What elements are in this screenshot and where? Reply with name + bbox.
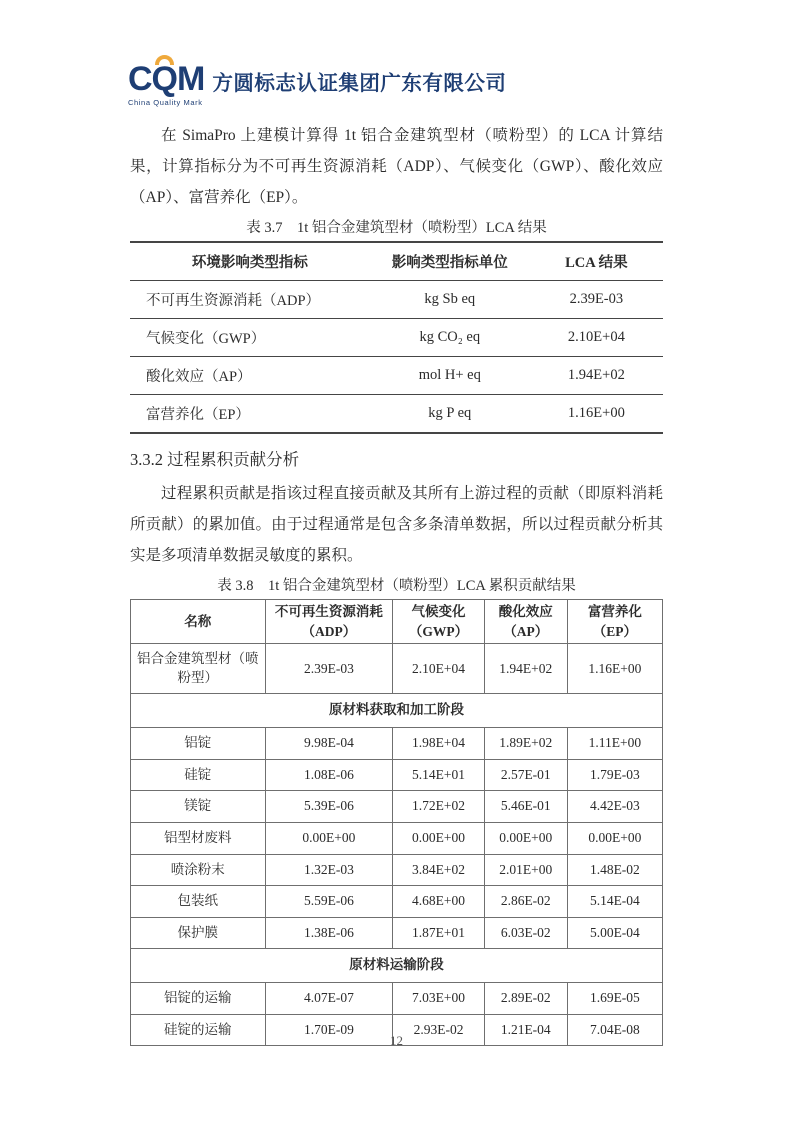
table-row xyxy=(131,759,663,791)
lca-result: 2.10E+04 xyxy=(567,329,625,345)
column-header: 影响类型指标单位 xyxy=(391,255,508,271)
process-name: 硅锭 xyxy=(131,759,266,791)
table-3-8-header-row xyxy=(131,600,663,644)
ap-value: 2.86E-02 xyxy=(484,886,567,918)
adp-value: 5.39E-06 xyxy=(265,791,393,823)
ep-value: 1.79E-03 xyxy=(567,759,662,791)
ap-value: 1.94E+02 xyxy=(484,644,567,694)
indicator-name: 气候变化（GWP） xyxy=(146,331,266,347)
intro-paragraph: 在 SimaPro 上建模计算得 1t 铝合金建筑型材（喷粉型）的 LCA 计算结果，计算指标分为不可再生资源消耗（ADP）、气候变化（GWP）、酸化效应（AP）、富营养化（EP）。 xyxy=(130,127,663,206)
stage-label: 原材料运输阶段 xyxy=(131,949,663,983)
ap-value: 2.57E-01 xyxy=(484,759,567,791)
adp-value: 2.39E-03 xyxy=(265,644,393,694)
table-row xyxy=(130,357,663,395)
ep-value: 1.11E+00 xyxy=(567,728,662,760)
ap-value: 5.46E-01 xyxy=(484,791,567,823)
table-row xyxy=(130,395,663,434)
process-name: 铝锭 xyxy=(131,728,266,760)
lca-result: 1.94E+02 xyxy=(567,367,625,383)
ep-value: 4.42E-03 xyxy=(567,791,662,823)
gwp-value: 7.03E+00 xyxy=(393,983,485,1015)
adp-value: 1.70E-09 xyxy=(265,1014,393,1046)
table-3-7-caption: 表 3.7 1t 铝合金建筑型材（喷粉型）LCA 结果 xyxy=(246,220,547,236)
page-number: 12 xyxy=(390,1033,403,1048)
adp-value: 1.38E-06 xyxy=(265,917,393,949)
process-name: 铝合金建筑型材（喷粉型） xyxy=(131,644,266,694)
section-heading-3-3-2: 3.3.2 过程累积贡献分析 xyxy=(130,450,300,469)
ep-value: 5.00E-04 xyxy=(567,917,662,949)
process-name: 喷涂粉末 xyxy=(131,854,266,886)
gwp-value: 1.72E+02 xyxy=(393,791,485,823)
table-row xyxy=(131,983,663,1015)
table-row xyxy=(130,281,663,319)
column-header: 富营养化（EP） xyxy=(567,600,662,644)
ap-value: 0.00E+00 xyxy=(484,822,567,854)
table-3-8 xyxy=(130,599,663,1046)
document-content xyxy=(130,120,663,1046)
table-row xyxy=(131,854,663,886)
ep-value: 1.69E-05 xyxy=(567,983,662,1015)
ap-value: 1.89E+02 xyxy=(484,728,567,760)
table-row xyxy=(131,791,663,823)
column-header: 环境影响类型指标 xyxy=(191,255,308,271)
table-row xyxy=(131,644,663,694)
indicator-unit: mol H+ eq xyxy=(418,367,481,383)
gwp-value: 5.14E+01 xyxy=(393,759,485,791)
table-row xyxy=(131,917,663,949)
column-header: 酸化效应（AP） xyxy=(484,600,567,644)
table-row xyxy=(130,319,663,357)
process-name: 包装纸 xyxy=(131,886,266,918)
gwp-value: 1.87E+01 xyxy=(393,917,485,949)
ep-value: 1.16E+00 xyxy=(567,644,662,694)
column-header: 气候变化（GWP） xyxy=(393,600,485,644)
ep-value: 7.04E-08 xyxy=(567,1014,662,1046)
cqm-logo xyxy=(128,62,204,107)
table-row xyxy=(131,886,663,918)
adp-value: 9.98E-04 xyxy=(265,728,393,760)
adp-value: 1.08E-06 xyxy=(265,759,393,791)
gwp-value: 3.84E+02 xyxy=(393,854,485,886)
lca-result: 2.39E-03 xyxy=(569,291,624,307)
process-name: 镁锭 xyxy=(131,791,266,823)
stage-label: 原材料获取和加工阶段 xyxy=(131,694,663,728)
gwp-value: 1.98E+04 xyxy=(393,728,485,760)
process-name: 硅锭的运输 xyxy=(131,1014,266,1046)
gwp-value: 2.93E-02 xyxy=(393,1014,485,1046)
header-logo xyxy=(128,62,506,107)
ap-value: 2.01E+00 xyxy=(484,854,567,886)
ap-value: 1.21E-04 xyxy=(484,1014,567,1046)
stage-section-row xyxy=(131,694,663,728)
gwp-value: 4.68E+00 xyxy=(393,886,485,918)
table-3-7-header-row xyxy=(130,242,663,281)
company-name: 方圆标志认证集团广东有限公司 xyxy=(212,72,507,95)
section-paragraph: 过程累积贡献是指该过程直接贡献及其所有上游过程的贡献（即原料消耗所贡献）的累加值。由于过程通常是包含多条清单数据，所以过程贡献分析其实是多项清单数据灵敏度的累积。 xyxy=(130,485,663,565)
table-3-7 xyxy=(130,241,663,434)
indicator-unit: kg P eq xyxy=(428,405,472,421)
table-row xyxy=(131,822,663,854)
gwp-value: 0.00E+00 xyxy=(393,822,485,854)
gwp-value: 2.10E+04 xyxy=(393,644,485,694)
indicator-name: 酸化效应（AP） xyxy=(146,369,252,385)
adp-value: 0.00E+00 xyxy=(265,822,393,854)
adp-value: 1.32E-03 xyxy=(265,854,393,886)
ep-value: 0.00E+00 xyxy=(567,822,662,854)
indicator-unit: kg Sb eq xyxy=(424,291,476,307)
ep-value: 1.48E-02 xyxy=(567,854,662,886)
process-name: 铝锭的运输 xyxy=(131,983,266,1015)
adp-value: 4.07E-07 xyxy=(265,983,393,1015)
logo-arc-icon xyxy=(155,55,174,65)
column-header: 名称 xyxy=(131,600,266,644)
indicator-name: 不可再生资源消耗（ADP） xyxy=(146,293,321,309)
table-row xyxy=(131,728,663,760)
lca-result: 1.16E+00 xyxy=(567,405,625,421)
indicator-unit: kg CO₂ eq xyxy=(419,329,481,345)
table-3-8-caption: 表 3.8 1t 铝合金建筑型材（喷粉型）LCA 累积贡献结果 xyxy=(217,578,576,595)
ap-value: 6.03E-02 xyxy=(484,917,567,949)
process-name: 保护膜 xyxy=(131,917,266,949)
ap-value: 2.89E-02 xyxy=(484,983,567,1015)
column-header: LCA 结果 xyxy=(565,255,628,271)
column-header: 不可再生资源消耗（ADP） xyxy=(265,600,393,644)
process-name: 铝型材废料 xyxy=(131,822,266,854)
ep-value: 5.14E-04 xyxy=(567,886,662,918)
logo-acronym: CQM xyxy=(128,60,205,98)
logo-tagline: China Quality Mark xyxy=(128,98,203,107)
adp-value: 5.59E-06 xyxy=(265,886,393,918)
indicator-name: 富营养化（EP） xyxy=(146,407,250,423)
stage-section-row xyxy=(131,949,663,983)
